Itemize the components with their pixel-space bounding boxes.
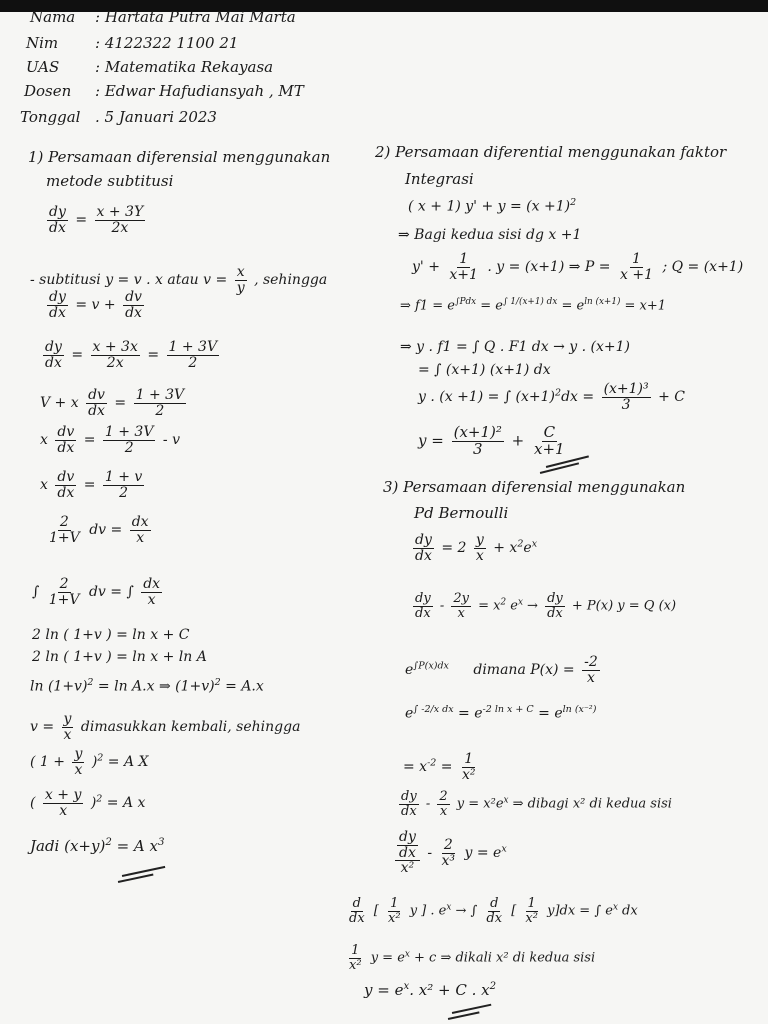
p1-equation-4: $\frac{dy}{dx}$ = $\frac{x + 3x}{2x}$ = $\frac{1 + 3V}{2}$: [45, 339, 218, 371]
p2-integrating-factor: ⇒ $f1 = e^{\int Pdx} = e^{\int 1/(x+1) dx} = e^{ln (x+1)} = x+1$: [400, 297, 667, 314]
dosen-label: Dosen: [24, 82, 72, 100]
p1-resubstitution-line: v = $\frac{y}{x}$ dimasukkan kembali, sehingga: [30, 711, 301, 743]
p1-equation-10: 2 ln ( 1+v ) = ln x + C: [32, 627, 190, 643]
nim-label: Nim: [26, 34, 59, 52]
p1-equation-7: x $\frac{dv}{dx}$ = $\frac{1 + v}{2}$: [40, 469, 143, 501]
tanggal-value: . 5 Januari 2023: [95, 108, 217, 126]
p1-equation-15: ( $\frac{x + y}{x}$ )$^2$ = A x: [30, 787, 146, 819]
p1-substitution-line: - subtitusi y = v . x atau v = $\frac{x}{y}$ , sehingga: [30, 264, 328, 296]
p1-equation-8: $\frac{2}{1+V}$ dv = $\frac{dx}{x}$: [49, 514, 149, 546]
p2-divide-line: ⇒ Bagi kedua sisi dg x +1: [398, 227, 582, 243]
p3-equation-3: $e^{\int P(x)dx}$ dimana P(x) = $\frac{-2}{x}$: [405, 654, 598, 686]
p1-equation-12: $\ln (1+v)^2 = \ln A.x$ ⇒ $(1+v)^2 = A.x$: [30, 677, 264, 695]
p1-title-line-1: 1) Persamaan diferensial menggunakan: [28, 148, 331, 166]
p2-equation-5: ⇒ y . f1 = ∫ Q . F1 dx → y . (x+1): [400, 339, 631, 355]
uas-value: : Matematika Rekayasa: [95, 58, 274, 76]
p1-equation-11: 2 ln ( 1+v ) = ln x + ln A: [32, 649, 207, 665]
p1-equation-14: ( 1 + $\frac{y}{x}$ )$^2$ = A X: [30, 746, 149, 778]
nim-value: : 4122322 1100 21: [95, 34, 239, 52]
p3-equation-6: $\frac{dy}{dx}$ - $\frac{2}{x}$ $y = x^2e^x$ ⇒ dibagi x² di kedua sisi: [401, 789, 672, 819]
p2-equation-7: y . (x +1) = ∫ $(x+1)^2dx$ = $\frac{\text{(x+1)³}}{3}$ + C: [418, 381, 685, 413]
uas-label: UAS: [26, 58, 60, 76]
p2-equation-3: y' + $\frac{1}{x+1}$ . y = (x+1) ⇒ P = $\frac{1}{x +1}$ ; Q = (x+1): [412, 251, 744, 283]
p3-equation-9: $\frac{1}{\text{x²}}$ $y = e^x + c$ ⇒ dikali x² di kedua sisi: [349, 943, 596, 973]
p3-final-answer: $y = e^x$. x² + C . $x^2$: [364, 981, 497, 999]
p1-equation-9: ∫ $\frac{2}{1+V}$ dv = ∫ $\frac{dx}{x}$: [32, 576, 161, 608]
p3-equation-2: $\frac{dy}{dx}$ - $\frac{2y}{x}$ = $x^2$ $e^x$ → $\frac{dy}{dx}$ + P(x) y = Q (x): [415, 591, 677, 621]
p2-final-answer: y = $\frac{\text{(x+1)²}}{3}$ + $\frac{C}{x+1}$: [418, 423, 565, 458]
p3-equation-5: = $x^{-2}$ = $\frac{1}{\text{x²}}$: [403, 751, 476, 783]
p2-equation-1: ( x + 1) $y' + y = (x +1)^2$: [408, 197, 577, 215]
p1-final-answer: Jadi $(x+y)^2 = A$ $x^3$: [30, 837, 165, 855]
p2-title-line-1: 2) Persamaan diferential menggunakan faktor: [375, 143, 727, 161]
p1-equation-1: $\frac{dy}{dx}$ = $\frac{x + 3Y}{2x}$: [49, 204, 144, 236]
nama-value: : Hartata Putra Mai Marta: [95, 8, 296, 26]
p1-title-line-2: metode subtitusi: [46, 172, 174, 190]
p2-title-line-2: Integrasi: [405, 170, 474, 188]
tanggal-label: Tonggal: [20, 108, 81, 126]
p3-equation-4: $e^{\int -2/x dx} = e^{-2 ln x + C} = e^{ln (x^{-2})}$: [405, 704, 597, 722]
p3-equation-8: $\frac{d}{dx}$ [ $\frac{1}{\text{x²}}$ y ] . $e^x$ → ∫ $\frac{d}{dx}$ [ $\frac{1}{\text{x²}}$ y]dx = ∫ $e^x$ dx: [349, 896, 638, 926]
p3-title-line-1: 3) Persamaan diferensial menggunakan: [383, 478, 686, 496]
p1-equation-6: x $\frac{dv}{dx}$ = $\frac{1 + 3V}{2}$ - v: [40, 424, 180, 456]
nama-label: Nama: [30, 8, 76, 26]
p3-title-line-2: Pd Bernoulli: [414, 504, 509, 522]
p1-equation-5: V + x $\frac{dv}{dx}$ = $\frac{1 + 3V}{2}$: [40, 387, 185, 419]
dosen-value: : Edwar Hafudiansyah , MT: [95, 82, 304, 100]
p3-equation-7: $\frac{\frac{dy}{dx}}{\text{x²}}$ - $\frac{2}{\text{x³}}$ $y = e^x$: [392, 830, 507, 876]
p1-equation-3: $\frac{dy}{dx}$ = v + $\frac{dv}{dx}$: [49, 289, 142, 321]
p2-equation-6: = ∫ (x+1) (x+1) dx: [418, 362, 551, 378]
p3-equation-1: $\frac{dy}{dx}$ = 2 $\frac{y}{x}$ + $x^2e^x$: [415, 532, 538, 564]
